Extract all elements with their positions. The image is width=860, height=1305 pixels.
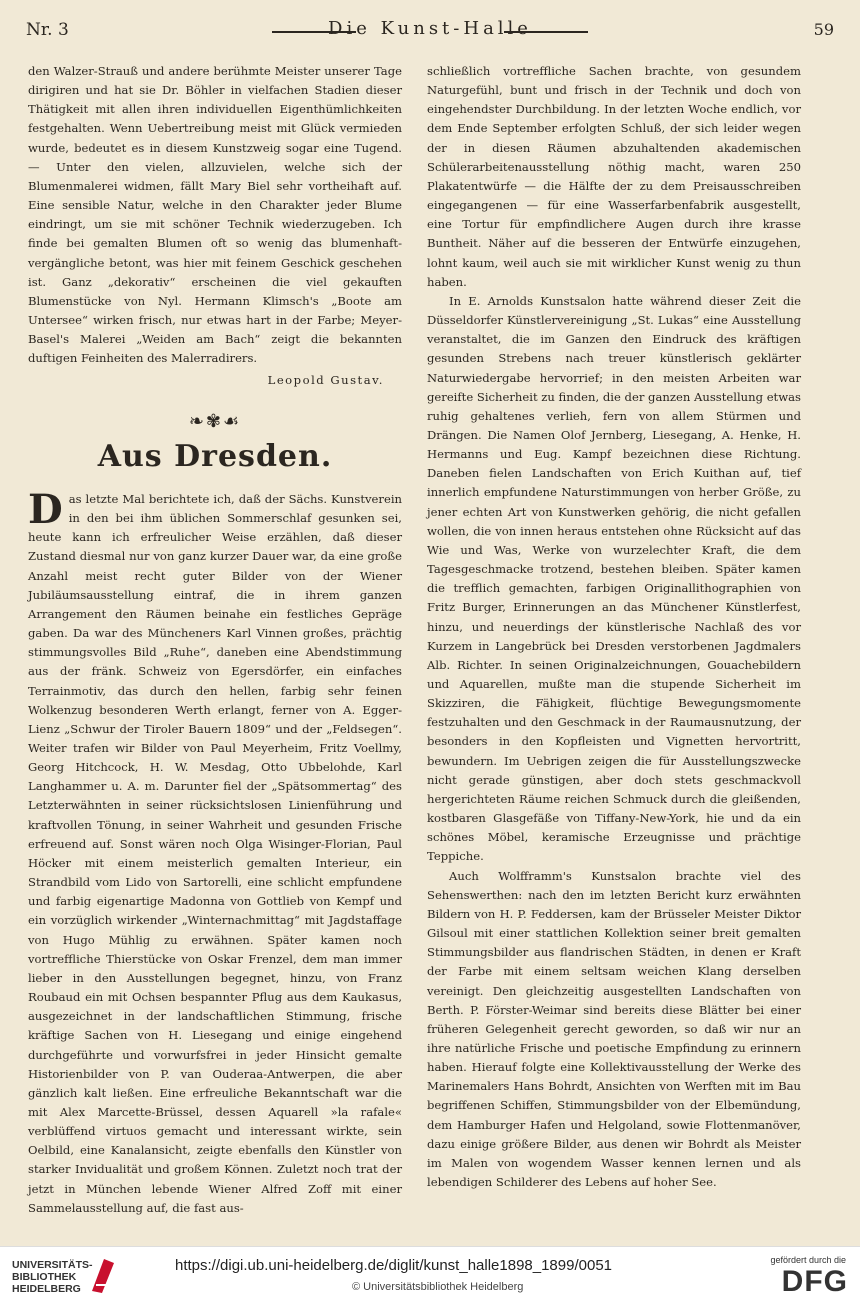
library-logo[interactable]: UNIVERSITÄTS- BIBLIOTHEK HEIDELBERG xyxy=(12,1259,93,1295)
journal-title: Die Kunst-Halle xyxy=(328,18,532,39)
header-rule-right xyxy=(504,31,588,33)
permalink-link[interactable]: https://digi.ub.uni-heidelberg.de/diglit/kunst_halle1898_1899/0051 xyxy=(175,1257,612,1274)
running-header xyxy=(26,18,834,50)
section-title: Aus Dresden. xyxy=(97,438,333,474)
viewer-footer xyxy=(0,1246,860,1305)
funding-label: gefördert durch die xyxy=(770,1255,846,1265)
article-opening xyxy=(28,485,402,1218)
paragraph: schließlich vortreffliche Sachen brachte, von gesundem Naturgefühl, bunt und frisch in der Technik und doch von eingehendster Durchbildung. In der letzten Woche endlich, vor dem Ende September erfolgten Schluß, der sich leider wegen der in diesen Räumen abzuhaltenden akademischen Schülerarbeitenausstellung nöthig macht, waren 250 Plakatentwürfe — die Hälfte der zu dem Preisausschreiben eingegangenen — für eine Wasserfarbenfabrik ausgestellt, eine Tortur für empfindlichere Augen durch ihre krasse Buntheit. Näher auf die besseren der Entwürfe einzugehen, lohnt kaum, weil auch sie mit wirklicher Kunst wenig zu thun haben. xyxy=(427,64,801,289)
issue-number: Nr. 3 xyxy=(26,20,69,40)
left-column xyxy=(28,62,402,1218)
ornament-divider: ❧✾☙ xyxy=(188,410,242,432)
right-column xyxy=(427,62,801,1192)
author-signature: Leopold Gustav. xyxy=(267,372,384,387)
dfg-logo: DFG xyxy=(781,1265,848,1298)
paragraph: In E. Arnolds Kunstsalon hatte während dieser Zeit die Düsseldorfer Künstlervereinigung „St. Lukas“ eine Ausstellung veranstaltet, die im Ganzen den Eindruck des kräftigen gesunden Strebens nach treuer künstlerisch geklärter Naturwiedergabe hervorrief; in den meisten Arbeiten war gereifte Sicherheit zu finden, die der ganzen Ausstellung etwas ruhig gehaltenes verlieh, fern von allem Stürmen und Drängen. Die Namen Olof Jernberg, Liesegang, A. Henke, H. Hermanns und Eug. Kampf bezeichnen diese Richtung. Daneben fielen Landschaften von Erich Kuithan auf, tief innerlich empfundene Naturstimmungen von herber Größe, zu jener echten Art von Kunstwerken gehörig, die nicht gefallen wollen, die von innen heraus entstehen ohne Rücksicht auf das Wie und Was, Werke von wurzelechter Kraft, die dem Tagesgeschmacke trotzend, bestehen bleiben. Später kamen die trefflich gemachten, farbigen Originallithographien von Fritz Burger, Erinnerungen an das Münchener Künstlerfest, hinzu, und neuerdings der künstlerische Nachlaß des vor Kurzem in Langebrück bei Dresden verstorbenen Jagdmalers Alb. Richter. In seinen Originalzeichnungen, Gouachebildern und Aquarellen, mußte man die stupende Sicherheit im Skizziren, die Fähigkeit, flüchtige Bewegungsmomente festzuhalten und den Geschmack in der Raumausnutzung, der besonders in den Kopfleisten und Vignetten hervortritt, bewundern. Im Uebrigen zeigen die für Ausstellungszwecke nicht gerade günstigen, aber doch stets geschmackvoll hergerichteten Räume reichen Schmuck durch die gleißenden, kostbaren Glasgefäße von Tiffany-New-York, hie und da ein schönes Möbel, keramische Erzeugnisse und prächtige Teppiche. xyxy=(427,293,801,864)
paragraph: den Walzer-Strauß und andere berühmte Meister unserer Tage dirigiren und hat sie Dr. Böhler in vielfachen Stadien dieser Thätigkeit mit allen ihren individuellen Eigenthümlichkeiten festgehalten. Wenn Uebertreibung meist mit Glück vermieden wurde, bedeutet es in diesem Kunstzweig sogar eine Tugend. — Unter den vielen, allzuvielen, welche sich der Blumenmalerei widmen, fällt Mary Biel sehr vortheihaft auf. Eine sensible Natur, welche in den Charakter jeder Blume eindringt, um sie mit schöner Technik wiederzugeben. Ich finde bei gemalten Blumen oft so wenig das blumenhaft-vergängliche betont, was hier mit feinem Geschick geschehen ist. Ganz „dekorativ“ erscheinen die viel gekauften Blumenstücke von Nyl. Hermann Klimsch's „Boote am Untersee“ wirken frisch, nur etwas hart in der Farbe; Meyer-Basel's Malerei „Weiden am Bach“ zeigt die bekannten duftigen Feinheiten des Malerradirers. xyxy=(28,64,402,366)
paragraph: as letzte Mal berichtete ich, daß der Sächs. Kunstverein in den bei ihm üblichen Sommerschlaf gesunken sei, heute kann ich erfreulicher Weise erzählen, daß dieser Zustand diesmal nur von ganz kurzer Dauer war, da eine große Anzahl meist recht guter Bilder von der Wiener Jubiläumsausstellung eintraf, die in ihrem ganzen Arrangement den Räumen beinahe ein festliches Gepräge gaben. Da war des Müncheners Karl Vinnen großes, prächtig stimmungsvolles Bild „Ruhe“, daneben eine Abendstimmung aus der fränk. Schweiz von Egersdörfer, ein einfaches Terrainmotiv, das durch den hellen, farbig sehr feinen Wolkenzug besonderen Werth erlangt, ferner von A. Egger-Lienz „Schwur der Tiroler Bauern 1809“ und der „Feldsegen“. Weiter trafen wir Bilder von Paul Meyerheim, Fritz Voellmy, Georg Hitchcock, H. W. Mesdag, Otto Ubbelohde, Karl Langhammer u. A. m. Darunter fiel der „Spätsommertag“ des Letzterwähnten in seiner rücksichtslosen Linienführung und kraftvollen Tönung, in seiner Wahrheit und gesunden Frische erfreuend auf. Sonst wären noch Olga Wisinger-Florian, Paul Höcker mit einem meisterlich gemalten Interieur, ein Strandbild vom Lido von Sartorelli, eine schlicht empfundene und farbig eigenartige Madonna von Gottlieb von Kempf und ein vorzüglich wirkender „Winternachmittag“ mit Jagdstaffage von Hugo Mühlig zu erwähnen. Später kamen noch vortreffliche Thierstücke von Oskar Frenzel, dem man immer lieber in den Ausstellungen begegnet, hinzu, von Franz Roubaud ein mit Ochsen bespannter Pflug aus dem Kaukasus, ausgezeichnet in der landschaftlichen Stimmung, frische kräftige Sachen von H. Liesegang und einige eingehend durchgeführte und vorwurfsfrei in jeder Hinsicht gemalte Historienbilder von P. van Ouderaa-Antwerpen, die aber gänzlich kalt ließen. Eine erfreuliche Bekanntschaft war die mit Alex Marcette-Brüssel, dessen Aquarell »la rafale« verblüffend virtuos gemacht und interessant wirkte, sein Oelbild, eine Kanalansicht, zeigte ebenfalls den Künstler von starker Invidualität und großem Können. Zuletzt noch trat der jetzt in München lebende Wiener Alfred Zoff mit einer Sammelausstellung auf, die fast aus- xyxy=(28,491,402,1215)
page-number: 59 xyxy=(813,20,834,39)
library-emblem-icon xyxy=(88,1255,118,1295)
copyright-text: © Universitätsbibliothek Heidelberg xyxy=(352,1281,524,1293)
drop-cap: D xyxy=(28,485,63,533)
paragraph: Auch Wolfframm's Kunstsalon brachte viel des Sehenswerthen: nach den im letzten Bericht kurz erwähnten Bildern von H. P. Feddersen, kam der Brüsseler Meister Diktor Gilsoul mit einer stattlichen Kollektion seiner breit gemalten Stimmungsbilder aus flandrischen Städten, in denen er Kraft der Farbe mit einem seltsam weichen Klang derselben vereinigt. Den gleichzeitig ausgestellten Landschaften von Berth. P. Förster-Weimar sind bereits diese Blätter bei einer früheren Gelegenheit gerecht geworden, so daß wir nur an ihre natürliche Frische und poetische Empfindung zu erinnern haben. Hierauf folgte eine Kollektivausstellung der Werke des Marinemalers Hans Bohrdt, Ansichten von Werften mit im Bau begriffenen Schiffen, Stimmungsbilder von der Elbemündung, dem Hamburger Hafen und Helgoland, sowie Flottenmanöver, dazu einige größere Bilder, aus denen wir Bohrdt als Meister im Malen von wogendem Wasser kennen lernen und als lebendigen Schilderer des Lebens auf hoher See. xyxy=(427,868,801,1190)
